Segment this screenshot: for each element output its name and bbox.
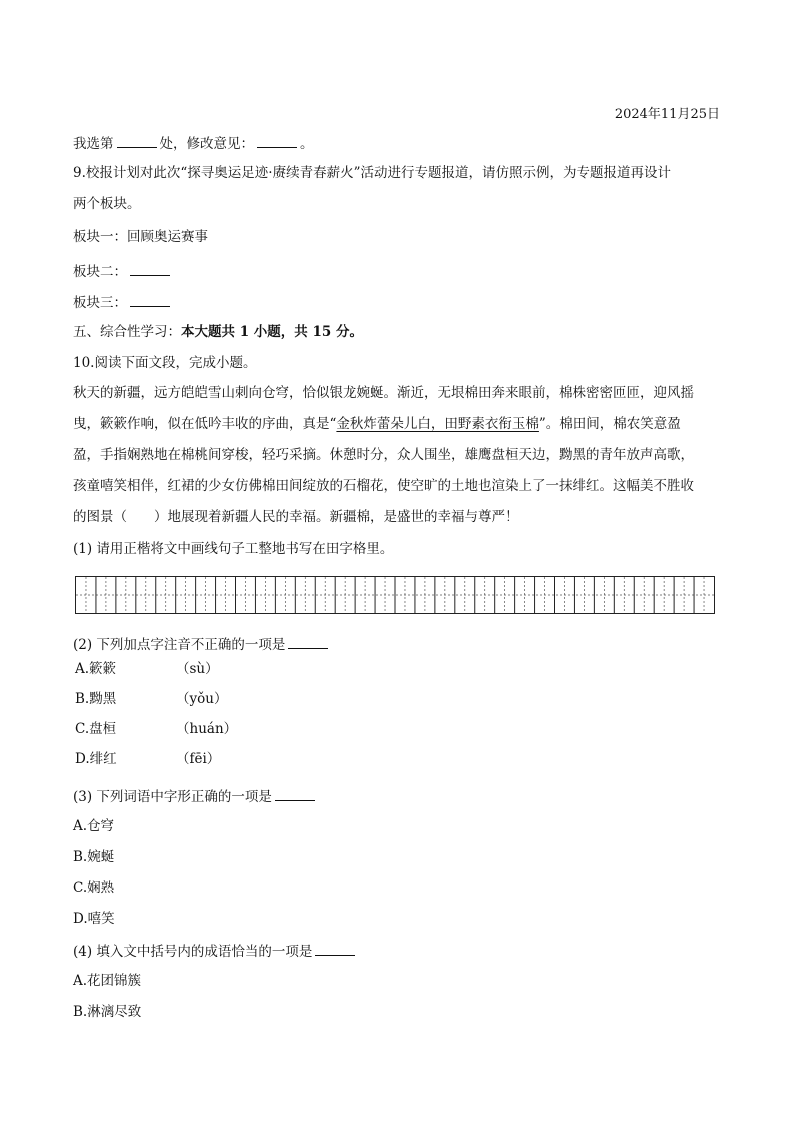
q9-block3-line	[73, 292, 173, 312]
answer-blank-position[interactable]	[117, 133, 157, 148]
q9-line1: 9.校报计划对此次“探寻奥运足迹·赓续青春薪火”活动进行专题报道，请仿照示例，为专题报道再设计	[73, 165, 671, 181]
option-2a[interactable]: A.簌簌	[75, 661, 117, 677]
q10-paragraph-line2	[73, 415, 681, 433]
underlined-sentence: 金秋炸蕾朵儿白，田野素衣衔玉棉	[336, 416, 539, 432]
tianzige-grid-lines	[76, 577, 714, 613]
pinyin-2d: （fēi）	[176, 751, 221, 767]
q8-prefix: 我选第	[73, 136, 114, 152]
q10-paragraph-line3: 盈，手指娴熟地在棉桃间穿梭，轻巧采摘。休憩时分，众人围坐，雄鹰盘桓天边，黝黑的青年放声高歌，	[73, 447, 694, 463]
q9-block2-line	[73, 261, 173, 281]
answer-blank-sub3[interactable]	[275, 786, 315, 801]
pinyin-2a: （sù）	[176, 661, 219, 677]
option-4a[interactable]: A.花团锦簇	[73, 973, 142, 989]
answer-blank-block2[interactable]	[130, 261, 170, 276]
q10-paragraph-line4: 孩童嘻笑相伴，红裙的少女仿佛棉田间绽放的石榴花，使空旷的土地也渲染上了一抹绯红。这幅美不胜收	[73, 478, 694, 494]
q8-mid: 处，修改意见：	[159, 136, 254, 152]
section5-bold: 本大题共 1 小题，共 15 分。	[181, 324, 363, 340]
section5-prefix: 五、综合性学习：	[73, 324, 181, 340]
q10-paragraph-line5: 的图景（ ）地展现着新疆人民的幸福。新疆棉，是盛世的幸福与尊严！	[73, 509, 519, 525]
q9-block2: 板块二：	[73, 264, 127, 280]
q10-title: 10.阅读下面文段，完成小题。	[73, 355, 257, 371]
option-3c[interactable]: C.娴熟	[73, 880, 115, 896]
q8-end: 。	[300, 136, 314, 152]
section5-heading	[73, 323, 363, 341]
q9-line2: 两个板块。	[73, 196, 141, 212]
q9-block3: 板块三：	[73, 295, 127, 311]
sub-question-2: (2) 下列加点字注音不正确的一项是	[73, 637, 286, 653]
answer-blank-sub4[interactable]	[315, 941, 355, 956]
pinyin-2c: （huán）	[176, 721, 238, 737]
option-4b[interactable]: B.淋漓尽致	[73, 1004, 142, 1020]
sub-question-3-line	[73, 786, 318, 806]
document-date: 2024年11月25日	[614, 107, 720, 122]
tianzige-writing-grid[interactable]	[75, 576, 715, 614]
pinyin-2b: （yǒu）	[176, 691, 228, 707]
p2-start: 曳，簌簌作响，似在低吟丰收的序曲，真是“	[73, 416, 337, 432]
answer-blank-sub2[interactable]	[288, 634, 328, 649]
option-3d[interactable]: D.嘻笑	[73, 911, 115, 927]
option-2d[interactable]: D.绯红	[75, 751, 117, 767]
answer-blank-suggestion[interactable]	[257, 133, 297, 148]
q10-paragraph-line1: 秋天的新疆，远方皑皑雪山刺向仓穹，恰似银龙婉蜒。渐近，无垠棉田奔来眼前，棉株密密匝匝，迎风摇	[73, 385, 694, 401]
sub-question-3: (3) 下列词语中字形正确的一项是	[73, 789, 272, 805]
q9-block1: 板块一：回顾奥运赛事	[73, 229, 208, 245]
sub-question-4: (4) 填入文中括号内的成语恰当的一项是	[73, 944, 313, 960]
option-2b[interactable]: B.黝黑	[75, 691, 117, 707]
option-3b[interactable]: B.婉蜒	[73, 849, 115, 865]
option-3a[interactable]: A.仓穹	[73, 818, 115, 834]
answer-blank-block3[interactable]	[130, 292, 170, 307]
sub-question-1: (1) 请用正楷将文中画线句子工整地书写在田字格里。	[73, 541, 394, 557]
p2-end: ”。棉田间，棉农笑意盈	[538, 416, 681, 432]
q8-answer-line	[73, 133, 314, 153]
sub-question-4-line	[73, 941, 358, 961]
sub-question-2-line	[73, 634, 331, 654]
option-2c[interactable]: C.盘桓	[75, 721, 117, 737]
